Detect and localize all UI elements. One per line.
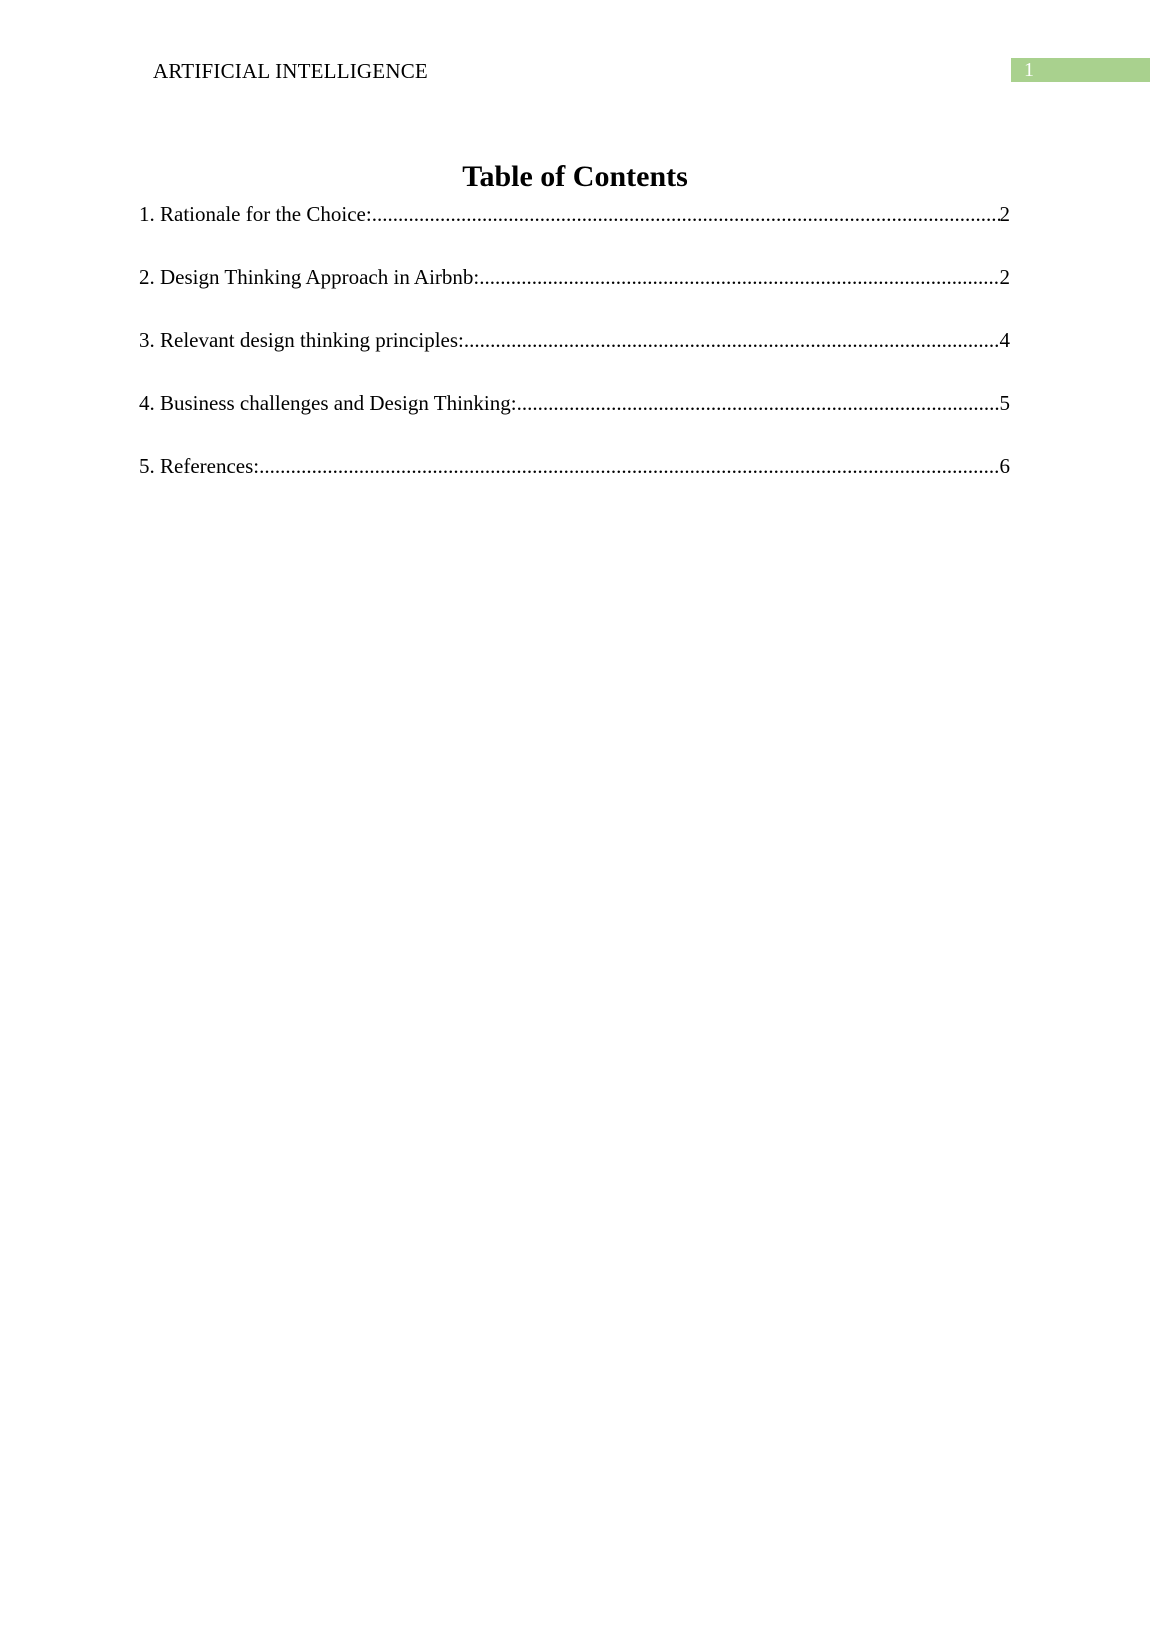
toc-entry-principles[interactable] bbox=[139, 324, 1010, 387]
page-number: 1 bbox=[1024, 58, 1034, 81]
toc-entry-label: 3. Relevant design thinking principles: bbox=[139, 328, 464, 352]
toc-entry-design-thinking-approach[interactable] bbox=[139, 261, 1010, 324]
running-header-title: ARTIFICIAL INTELLIGENCE bbox=[153, 59, 428, 83]
toc-dot-leader bbox=[259, 450, 999, 482]
toc-dot-leader bbox=[372, 198, 1000, 230]
toc-entry-page: 4 bbox=[999, 328, 1010, 352]
toc-entry-references[interactable] bbox=[139, 450, 1010, 513]
toc-entry-label: 5. References: bbox=[139, 454, 260, 478]
toc-entry-page: 2 bbox=[999, 265, 1010, 289]
toc-dot-leader bbox=[517, 387, 1000, 419]
toc-dot-leader bbox=[464, 324, 1000, 356]
toc-entry-label: 1. Rationale for the Choice: bbox=[139, 202, 372, 226]
toc-list bbox=[139, 198, 1010, 513]
toc-dot-leader bbox=[479, 261, 999, 293]
toc-entry-page: 6 bbox=[999, 454, 1010, 478]
toc-entry-rationale[interactable] bbox=[139, 198, 1010, 261]
toc-title: Table of Contents bbox=[462, 160, 688, 193]
toc-entry-page: 2 bbox=[999, 202, 1010, 226]
toc-entry-page: 5 bbox=[999, 391, 1010, 415]
page-number-badge bbox=[1011, 58, 1150, 82]
toc-entry-business-challenges[interactable] bbox=[139, 387, 1010, 450]
toc-entry-label: 2. Design Thinking Approach in Airbnb: bbox=[139, 265, 480, 289]
toc-entry-label: 4. Business challenges and Design Thinking: bbox=[139, 391, 517, 415]
